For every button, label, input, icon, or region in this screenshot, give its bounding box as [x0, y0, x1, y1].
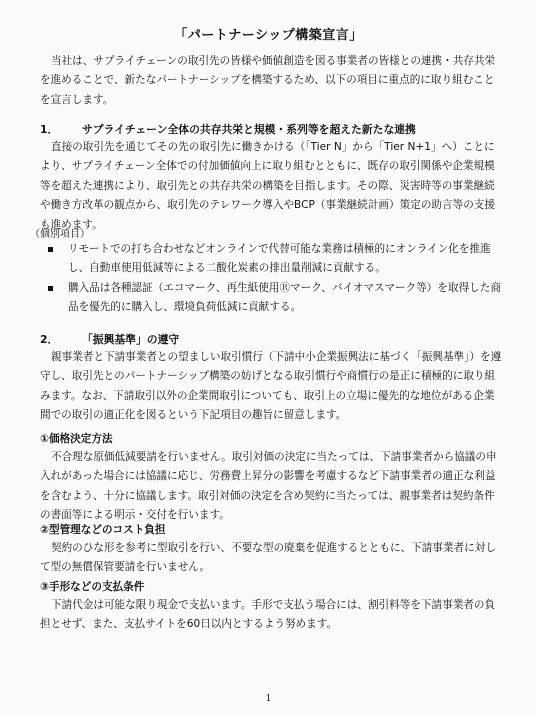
section2-heading — [40, 330, 510, 350]
bullet-icon — [48, 247, 53, 252]
section1-body: 直接の取引先を通じてその先の取引先に働きかける（「Tier N」から「Tier N+1」へ）ことにより、サプライチェーン全体での付加価値向上に取り組むとともに、既存の取引関係や企業規模等を超えた連携により、取引先との共存共栄の構築を目指します。その際、災害時等の事業継続や働き方改革の観点から、取引先のテレワーク導入やBCP（事業継続計画）策定の助言等の支援も進めます。 — [40, 141, 495, 231]
list-item — [48, 279, 510, 318]
section1-number: 1． — [40, 123, 59, 136]
subsection-price-heading: ①価格決定方法 — [40, 433, 113, 445]
subsection-mold-heading: ②型管理などのコスト負担 — [40, 524, 166, 536]
document-title: 「パートナーシップ構築宣言」 — [174, 28, 363, 43]
page-number: 1 — [265, 694, 272, 704]
list-item-text: リモートでの打ち合わせなどオンラインで代替可能な業務は積極的にオンライン化を推進し、自動車使用低減等による二酸化炭素の排出量削減に貢献する。 — [68, 243, 491, 275]
list-item — [48, 240, 510, 279]
list-item-text: 購入品は各種認証（エコマーク、再生紙使用Ⓡマーク、バイオマスマーク等）を取得した商品を優先的に購入し、環境負荷低減に貢献する。 — [68, 281, 501, 314]
intro-paragraph: 当社は、サプライチェーンの取引先の皆様や価値創造を図る事業者の皆様との連携・共存共栄を進めることで、新たなパートナーシップを構築するため、以下の項目に重点的に取り組むことを宣言します。 — [40, 55, 496, 106]
subsection-payment-body: 下請代金は可能な限り現金で支払います。手形で支払う場合には、割引料等を下請事業者の負担とせず、また、支払サイトを60日以内とするよう努めます。 — [40, 599, 496, 631]
bullet-icon — [48, 286, 53, 291]
subsection-payment-heading: ③手形などの支払条件 — [40, 581, 145, 593]
subsection-mold-body: 契約のひな形を参考に型取引を行い、不要な型の廃棄を促進するとともに、下請事業者に対して型の無償保管要請を行いません。 — [40, 542, 496, 574]
section2-title: 「振興基準」の遵守 — [82, 333, 180, 346]
section1-title: サプライチェーン全体の共存共栄と規模・系列等を超えた新たな連携 — [82, 123, 416, 136]
section1-items-label: （個別項目） — [30, 229, 90, 240]
subsection-price-body: 不合理な原価低減要請を行いません。取引対価の決定に当たっては、下請事業者から協議の申入れがあった場合には協議に応じ、労務費上昇分の影響を考慮するなど下請事業者の適正な利益を含むよう、十分に協議します。取引対価の決定を含め契約に当たっては、親事業者は契約条件の書面等による明示・交付を行います。 — [40, 451, 497, 522]
section2-body: 親事業者と下請事業者との望ましい取引慣行（下請中小企業振興法に基づく「振興基準」）を遵守し、取引先とのパートナーシップ構築の妨げとなる取引慣行や商慣行の是正に積極的に取り組みます。なお、下請取引以外の企業間取引についても、取引上の立場に優先的な地位がある企業間での取引の適正化を図るという下記項目の趣旨に留意します。 — [40, 351, 502, 422]
section2-number: 2． — [40, 333, 59, 346]
section1-heading — [40, 120, 510, 140]
section1-items-list — [48, 240, 510, 318]
